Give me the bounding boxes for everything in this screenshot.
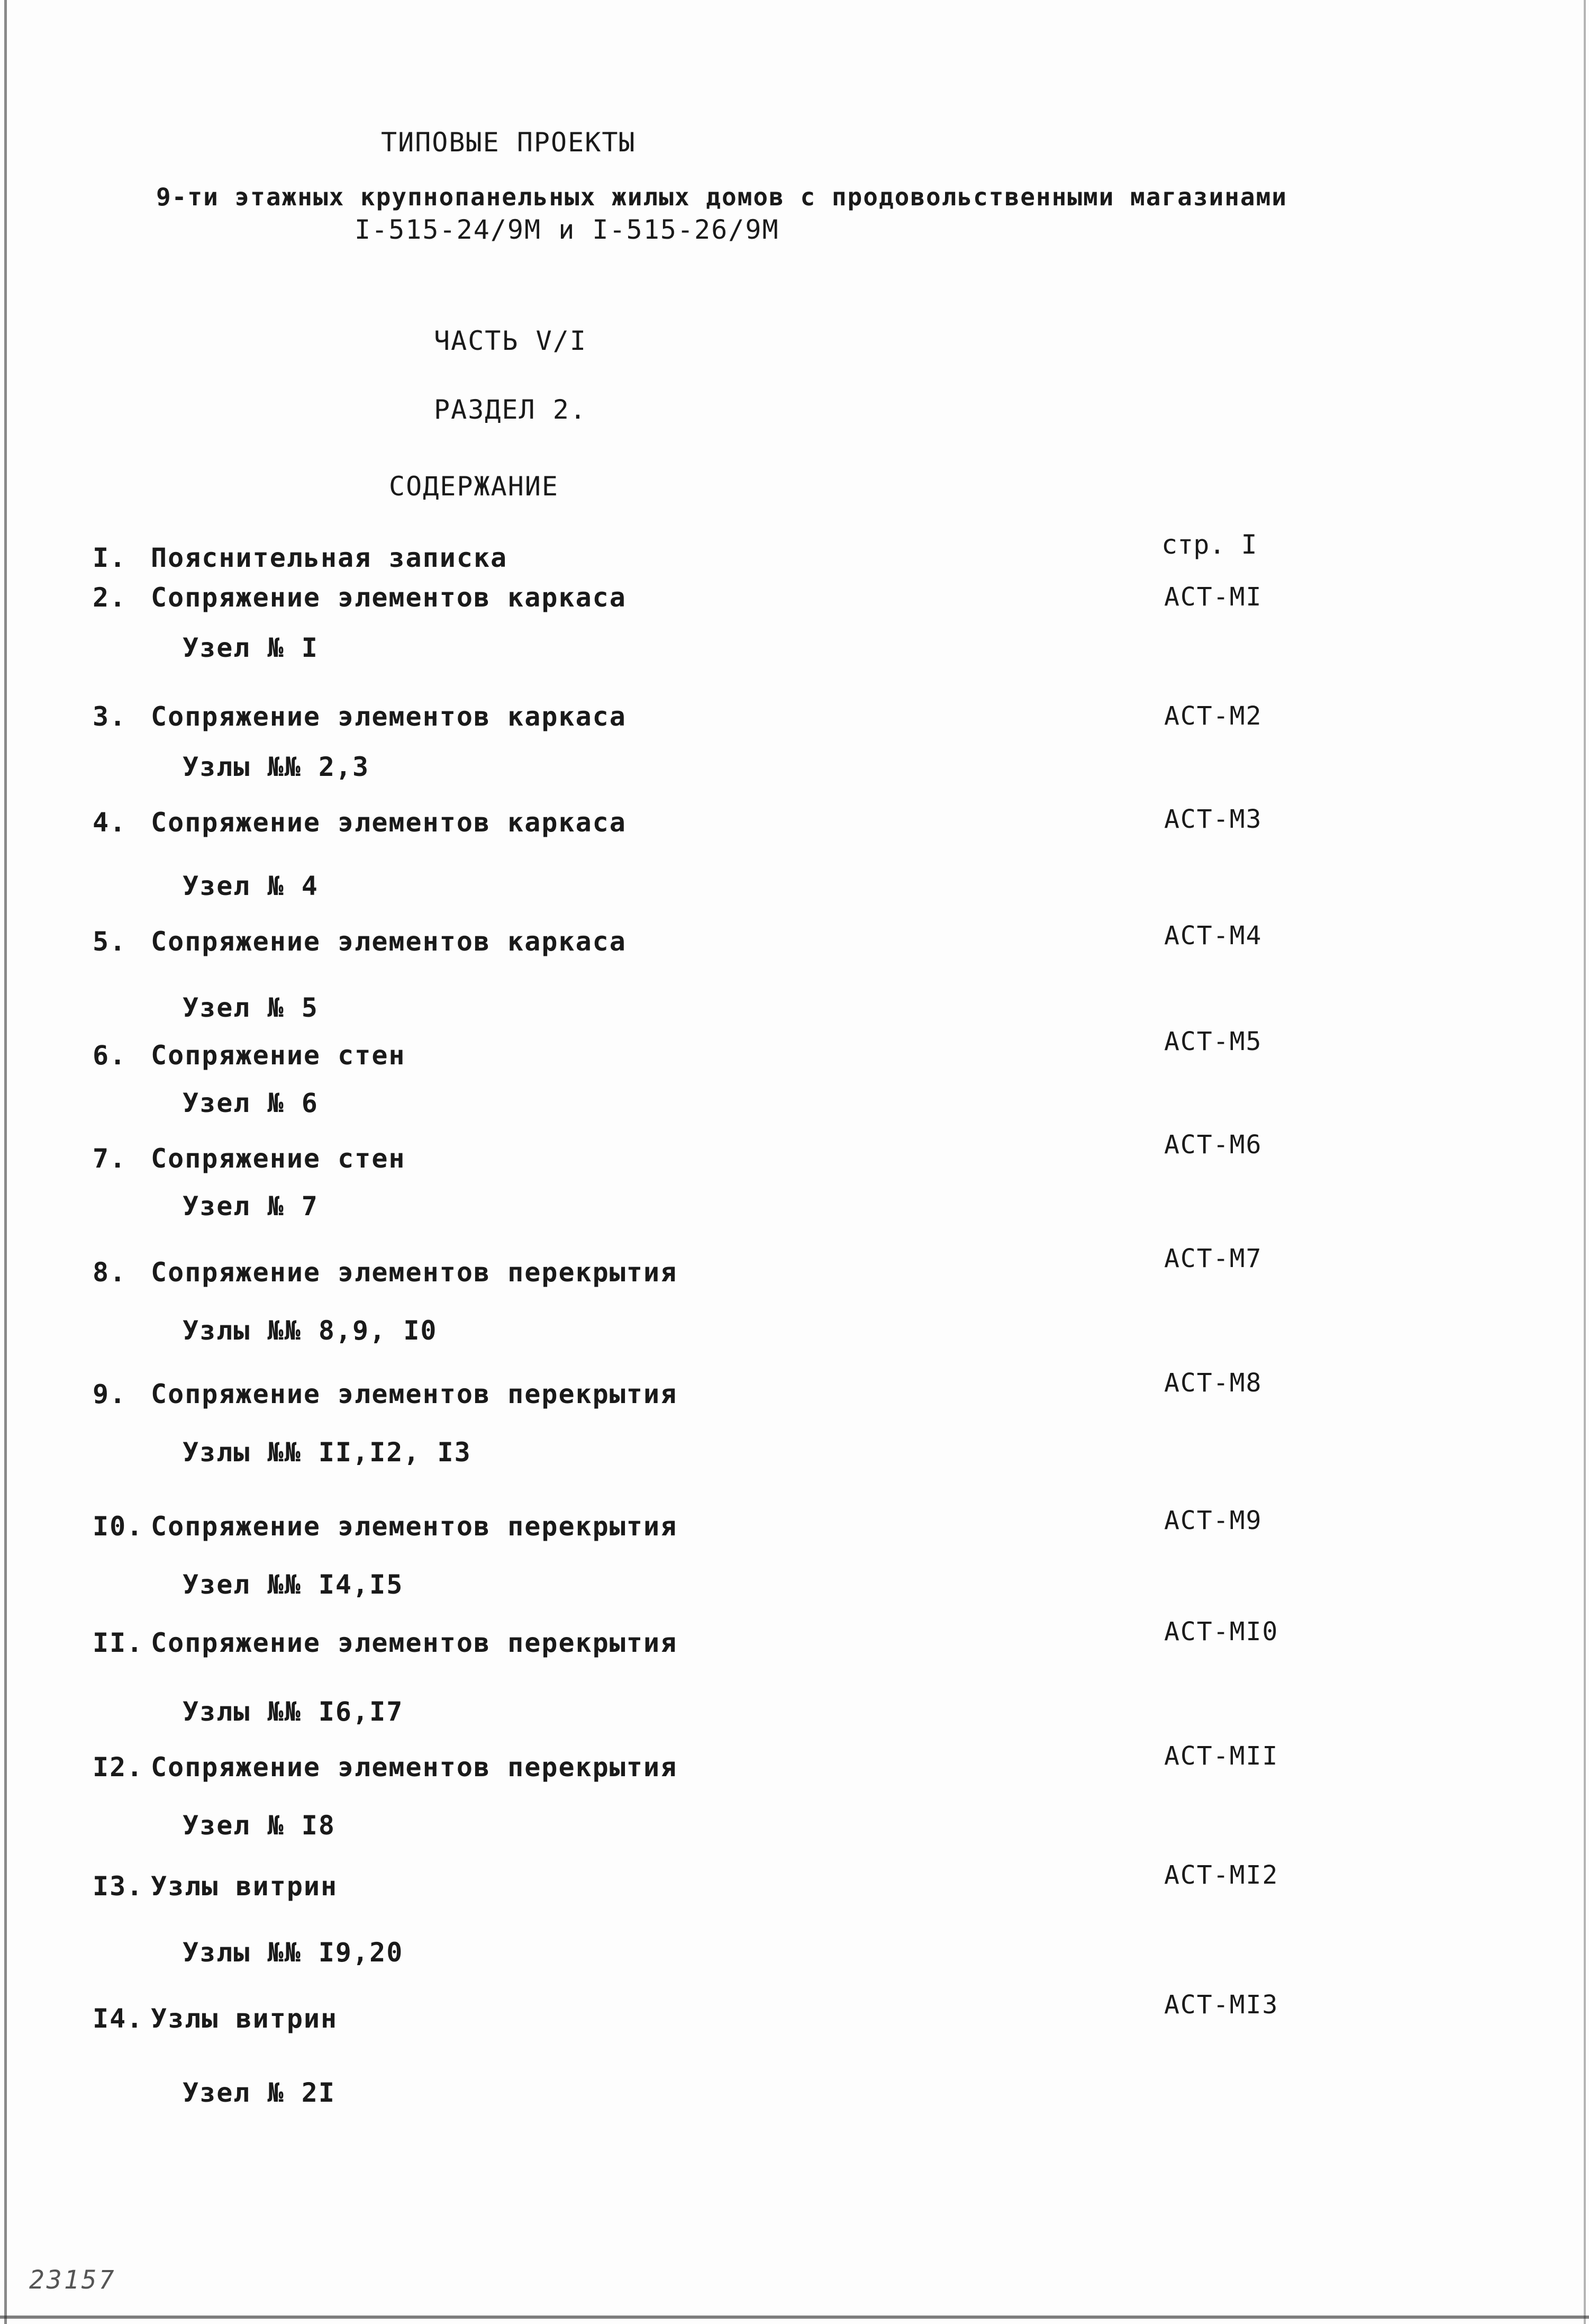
- toc-entry-label: Сопряжение элементов перекрытия: [151, 1257, 678, 1288]
- toc-entry-node: Узлы №№ II,I2, I3: [183, 1437, 471, 1468]
- toc-entry-sheet-code: АСТ-М3: [1164, 804, 1263, 834]
- toc-entry-title: [93, 542, 507, 573]
- toc-entry-label: Сопряжение элементов перекрытия: [151, 1627, 678, 1658]
- toc-entry-number: I0.: [93, 1511, 144, 1542]
- document-section: РАЗДЕЛ 2.: [434, 394, 587, 425]
- toc-entry-sheet-code: АСТ-М5: [1164, 1027, 1263, 1056]
- toc-entry-number: 5.: [93, 926, 127, 957]
- toc-entry-title: [93, 2003, 338, 2034]
- toc-entry-title: [93, 1379, 677, 1409]
- toc-entry-number: I3.: [93, 1871, 144, 1902]
- toc-entry-label: Сопряжение стен: [151, 1143, 406, 1174]
- toc-entry-sheet-code: АСТ-МI: [1164, 582, 1263, 612]
- document-title: ТИПОВЫЕ ПРОЕКТЫ: [381, 127, 636, 158]
- toc-page-reference: стр. I: [1161, 529, 1257, 560]
- toc-entry-label: Узлы витрин: [151, 2003, 338, 2034]
- toc-entry-node: Узел №№ I4,I5: [183, 1569, 404, 1600]
- toc-entry-node: Узлы №№ 2,3: [183, 752, 370, 782]
- toc-entry-sheet-code: АСТ-М4: [1164, 921, 1263, 951]
- toc-entry-sheet-code: АСТ-МI0: [1164, 1617, 1279, 1647]
- toc-entry-number: 3.: [93, 701, 127, 732]
- toc-entry-title: [93, 582, 626, 613]
- toc-entry-node: Узел № 7: [183, 1191, 319, 1222]
- toc-entry-label: Сопряжение элементов перекрытия: [151, 1511, 678, 1542]
- toc-entry-title: [93, 1511, 677, 1542]
- toc-entry-label: Сопряжение элементов перекрытия: [151, 1379, 678, 1409]
- toc-entry-node: Узлы №№ 8,9, I0: [183, 1315, 438, 1346]
- toc-entry-label: Сопряжение элементов каркаса: [151, 701, 626, 732]
- toc-entry-title: [93, 1040, 406, 1071]
- toc-entry-number: 2.: [93, 582, 127, 613]
- toc-entry-sheet-code: АСТ-М2: [1164, 701, 1263, 731]
- toc-entry-title: [93, 1257, 677, 1288]
- toc-entry-number: II.: [93, 1627, 144, 1658]
- document-part: ЧАСТЬ V/I: [434, 325, 587, 356]
- document-subtitle-line1: 9-ти этажных крупнопанельных жилых домов с продовольственными магазинами: [156, 183, 1287, 211]
- toc-entry-node: Узел № 5: [183, 992, 319, 1023]
- toc-entry-node: Узел № I: [183, 632, 319, 663]
- toc-entry-number: I2.: [93, 1752, 144, 1783]
- toc-entry-label: Сопряжение элементов перекрытия: [151, 1752, 678, 1783]
- toc-entry-title: [93, 701, 626, 732]
- toc-entry-node: Узел № 6: [183, 1088, 319, 1118]
- toc-entry-title: [93, 1752, 677, 1783]
- scan-bottom-edge: [0, 2316, 1589, 2319]
- toc-entry-number: I.: [93, 542, 127, 573]
- toc-entry-number: 4.: [93, 807, 127, 838]
- document-subtitle-line2: I-515-24/9М и I-515-26/9М: [355, 214, 779, 245]
- toc-entry-number: 7.: [93, 1143, 127, 1174]
- toc-entry-title: [93, 926, 626, 957]
- toc-entry-label: Узлы витрин: [151, 1871, 338, 1902]
- toc-entry-label: Пояснительная записка: [151, 542, 508, 573]
- toc-entry-title: [93, 1627, 677, 1658]
- toc-entry-title: [93, 807, 626, 838]
- contents-heading: СОДЕРЖАНИЕ: [389, 471, 559, 502]
- toc-entry-node: Узлы №№ I9,20: [183, 1937, 404, 1968]
- toc-entry-title: [93, 1871, 338, 1902]
- toc-entry-number: 9.: [93, 1379, 127, 1409]
- toc-entry-label: Сопряжение элементов каркаса: [151, 582, 626, 613]
- toc-entry-sheet-code: АСТ-М7: [1164, 1244, 1263, 1273]
- toc-entry-number: 8.: [93, 1257, 127, 1288]
- toc-entry-sheet-code: АСТ-М6: [1164, 1130, 1263, 1160]
- toc-entry-label: Сопряжение стен: [151, 1040, 406, 1071]
- toc-entry-node: Узлы №№ I6,I7: [183, 1696, 404, 1727]
- toc-entry-label: Сопряжение элементов каркаса: [151, 807, 626, 838]
- toc-entry-sheet-code: АСТ-МI2: [1164, 1860, 1279, 1890]
- toc-entry-sheet-code: АСТ-М8: [1164, 1368, 1263, 1398]
- toc-entry-number: 6.: [93, 1040, 127, 1071]
- toc-entry-label: Сопряжение элементов каркаса: [151, 926, 626, 957]
- archive-stamp: 23157: [29, 2265, 116, 2295]
- scan-right-edge: [1584, 0, 1586, 2324]
- toc-entry-title: [93, 1143, 406, 1174]
- toc-entry-sheet-code: АСТ-М9: [1164, 1506, 1263, 1535]
- toc-entry-number: I4.: [93, 2003, 144, 2034]
- toc-entry-node: Узел № 4: [183, 871, 319, 901]
- toc-entry-node: Узел № 2I: [183, 2077, 335, 2108]
- scan-left-edge: [4, 0, 7, 2324]
- toc-entry-sheet-code: АСТ-МI3: [1164, 1990, 1279, 2020]
- toc-entry-sheet-code: АСТ-МII: [1164, 1741, 1279, 1771]
- toc-entry-node: Узел № I8: [183, 1810, 335, 1841]
